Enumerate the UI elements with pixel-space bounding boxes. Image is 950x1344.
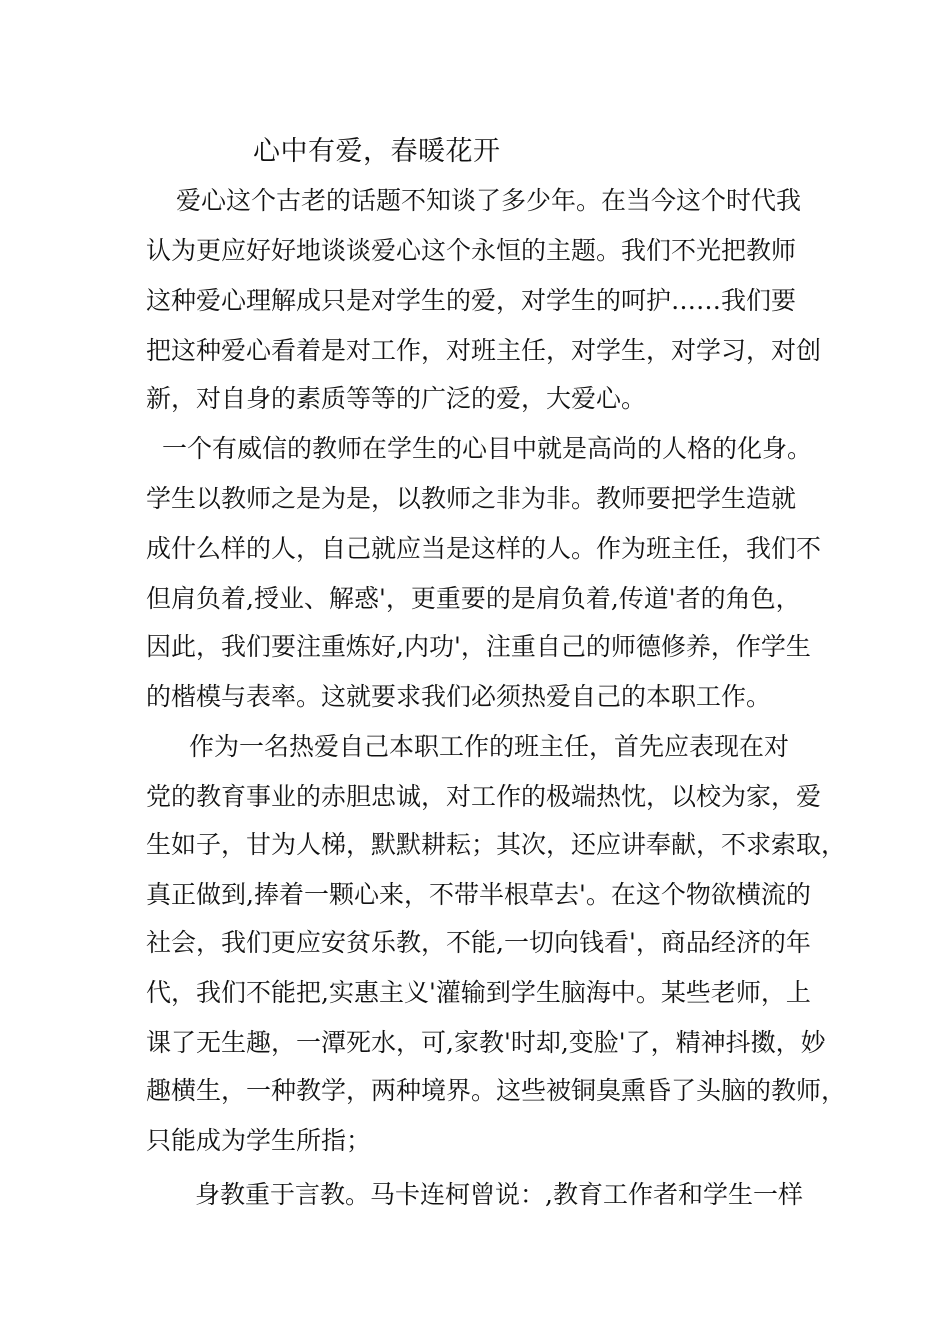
text-line: 把这种爱心看着是对工作，对班主任，对学生，对学习，对创 (146, 336, 822, 365)
text-line: 只能成为学生所指； (146, 1126, 372, 1155)
text-line: 学生以教师之是为是，以教师之非为非。教师要把学生造就 (146, 484, 797, 513)
text-line: 认为更应好好地谈谈爱心这个永恒的主题。我们不光把教师 (146, 236, 797, 265)
text-line: 真正做到,捧着一颗心来，不带半根草去'。在这个物欲横流的 (146, 880, 811, 909)
text-line: 新，对自身的素质等等的广泛的爱，大爱心。 (146, 384, 647, 413)
text-line: 因此，我们要注重炼好,内功'，注重自己的师德修养，作学生 (146, 632, 811, 661)
document-title: 心中有爱，春暖花开 (253, 136, 501, 167)
text-line: 的楷模与表率。这就要求我们必须热爱自己的本职工作。 (146, 682, 772, 711)
text-line: 成什么样的人，自己就应当是这样的人。作为班主任，我们不 (146, 534, 822, 563)
text-line: 一个有威信的教师在学生的心目中就是高尚的人格的化身。 (162, 434, 813, 463)
text-line: 党的教育事业的赤胆忠诚，对工作的极端热忱，以校为家，爱 (146, 782, 822, 811)
text-line: 课了无生趣，一潭死水，可,家教'时却,变脸'了，精神抖擞，妙 (146, 1028, 826, 1057)
text-line: 代，我们不能把,实惠主义'灌输到学生脑海中。某些老师，上 (146, 978, 811, 1007)
text-line: 生如子，甘为人梯，默默耕耘；其次，还应讲奉献，不求索取， (146, 830, 847, 859)
text-line: 社会，我们更应安贫乐教，不能,一切向钱看'，商品经济的年 (146, 928, 811, 957)
text-line: 身教重于言教。马卡连柯曾说：,教育工作者和学生一样 (195, 1180, 803, 1209)
text-line: 但肩负着,授业、解惑'，更重要的是肩负着,传道'者的角色， (146, 584, 801, 613)
text-line: 这种爱心理解成只是对学生的爱，对学生的呵护……我们要 (146, 286, 797, 315)
text-line: 趣横生，一种教学，两种境界。这些被铜臭熏昏了头脑的教师， (146, 1076, 847, 1105)
text-line: 作为一名热爱自己本职工作的班主任，首先应表现在对 (189, 732, 790, 761)
text-line: 爱心这个古老的话题不知谈了多少年。在当今这个时代我 (176, 186, 802, 215)
